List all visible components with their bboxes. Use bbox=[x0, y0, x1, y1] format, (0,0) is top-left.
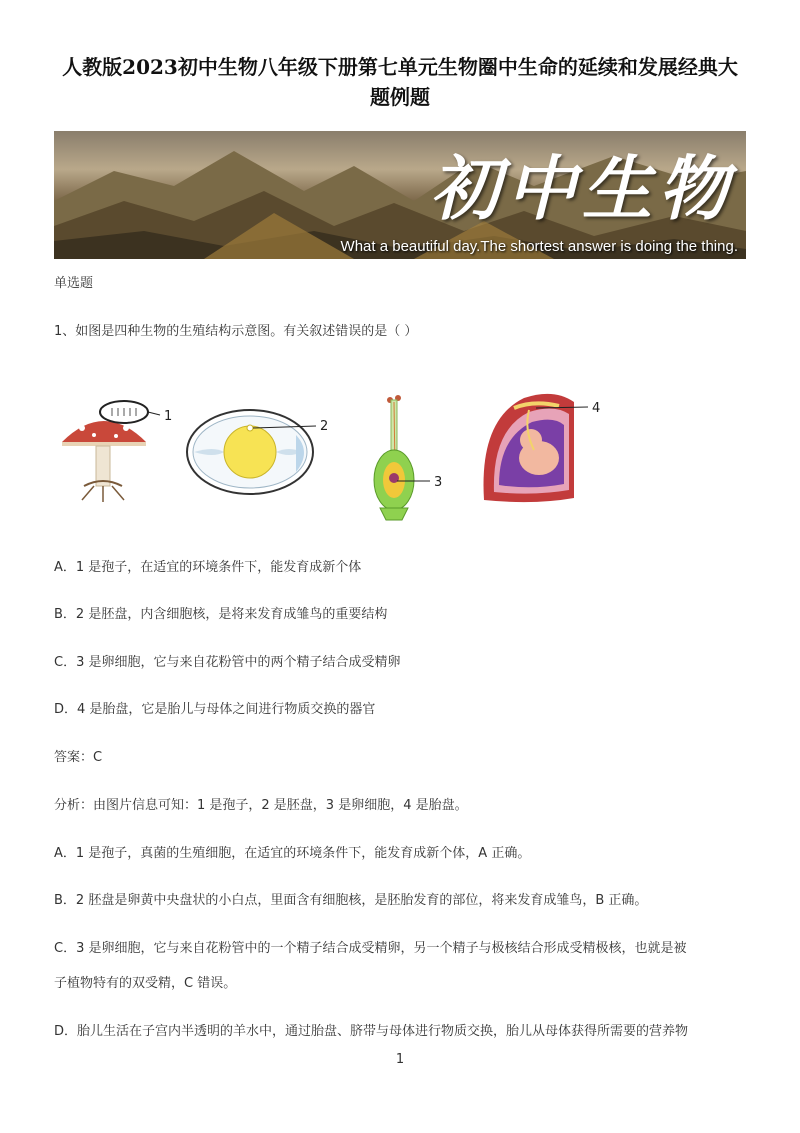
banner-image bbox=[54, 131, 746, 259]
figure-label-2: 2 bbox=[320, 419, 329, 434]
figure-label-3: 3 bbox=[434, 475, 443, 490]
analysis-line-3: B．2 胚盘是卵黄中央盘状的小白点，里面含有细胞核，是胚胎发育的部位，将来发育成雏鸟，B 正确。 bbox=[54, 893, 648, 908]
page-number: 1 bbox=[395, 1052, 405, 1067]
analysis-line-5: 子植物特有的双受精，C 错误。 bbox=[54, 976, 237, 991]
option-c: C．3 是卵细胞，它与来自花粉管中的两个精子结合成受精卵 bbox=[54, 655, 401, 670]
answer-text: 答案：C bbox=[54, 750, 103, 765]
question-text: 1、如图是四种生物的生殖结构示意图。有关叙述错误的是（ ） bbox=[54, 324, 418, 339]
analysis-line-6: D．胎儿生活在子宫内半透明的羊水中，通过胎盘、脐带与母体进行物质交换，胎儿从母体获得所需要的营养物 bbox=[54, 1024, 689, 1039]
option-a: A．1 是孢子，在适宜的环境条件下，能发育成新个体 bbox=[54, 560, 362, 575]
analysis-line-2: A．1 是孢子，真菌的生殖细胞，在适宜的环境条件下，能发育成新个体，A 正确。 bbox=[54, 846, 531, 861]
fetus-uterus-diagram bbox=[484, 394, 589, 502]
pistil-diagram bbox=[374, 395, 430, 520]
banner-title: 初中生物 bbox=[430, 147, 734, 230]
title-line-2: 题例题 bbox=[370, 85, 430, 109]
figure-svg bbox=[54, 380, 634, 530]
figure-label-1: 1 bbox=[164, 409, 173, 424]
document-title bbox=[40, 52, 760, 112]
option-b: B．2 是胚盘，内含细胞核，是将来发育成雏鸟的重要结构 bbox=[54, 607, 388, 622]
egg-diagram bbox=[187, 410, 316, 494]
banner-subtitle: What a beautiful day.The shortest answer is doing the thing. bbox=[340, 238, 738, 255]
figure-label-4: 4 bbox=[592, 401, 601, 416]
option-d: D．4 是胎盘，它是胎儿与母体之间进行物质交换的器官 bbox=[54, 702, 376, 717]
analysis-line-1: 分析：由图片信息可知：1 是孢子，2 是胚盘，3 是卵细胞，4 是胎盘。 bbox=[54, 798, 468, 813]
analysis-line-4: C．3 是卵细胞，它与来自花粉管中的一个精子结合成受精卵，另一个精子与极核结合形成受精极核，也就是被 bbox=[54, 941, 687, 956]
reproductive-structures-figure bbox=[54, 380, 634, 530]
mushroom-diagram bbox=[62, 401, 160, 502]
title-line-1: 人教版2023初中生物八年级下册第七单元生物圈中生命的延续和发展经典大 bbox=[62, 55, 738, 79]
section-label: 单选题 bbox=[54, 276, 94, 291]
